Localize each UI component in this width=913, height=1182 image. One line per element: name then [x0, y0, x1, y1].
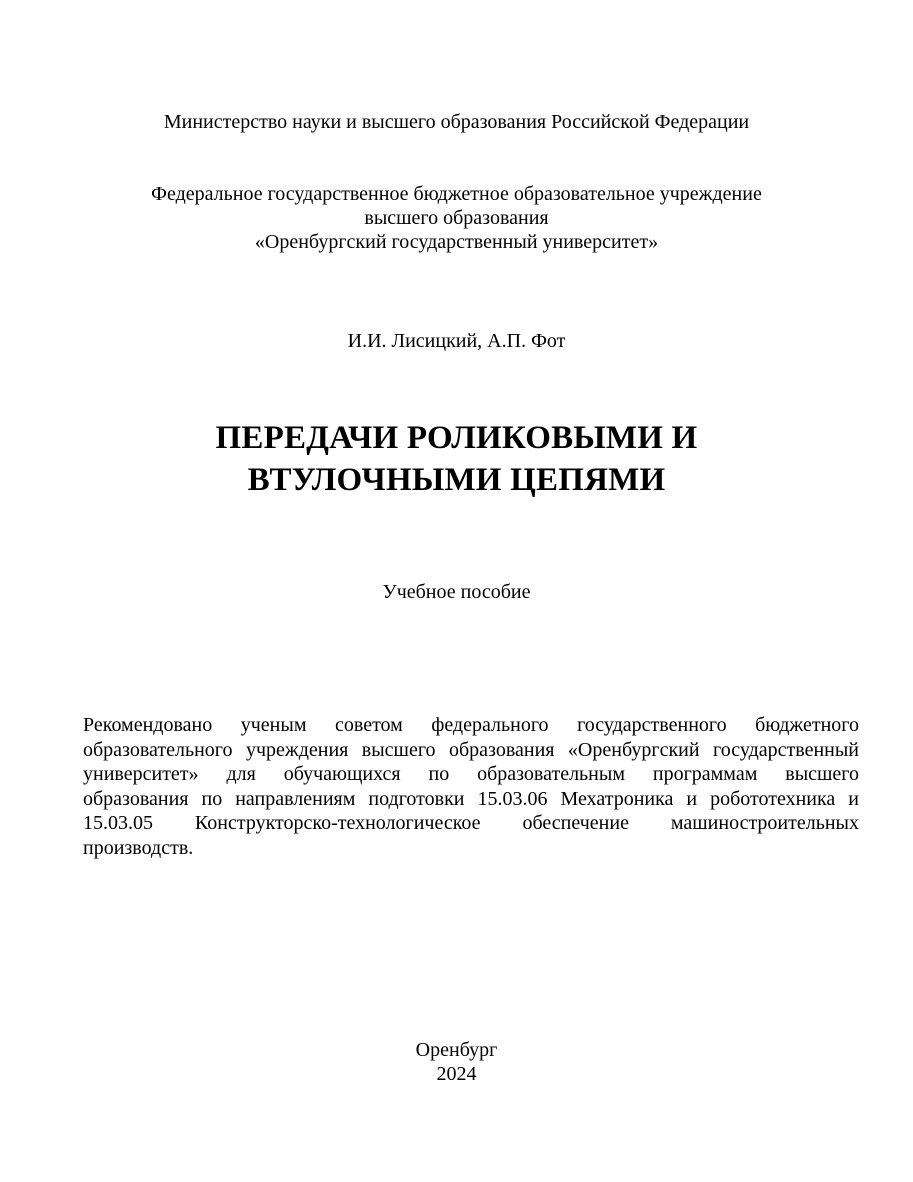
recommendation-paragraph — [83, 713, 859, 860]
recommendation-line-3: университет» для обучающихся по образовательным программам высшего — [83, 763, 859, 785]
publication-year: 2024 — [436, 1063, 477, 1085]
institution-line-2: высшего образования — [364, 207, 549, 229]
institution-line-1: Федеральное государственное бюджетное образовательное учреждение — [151, 183, 762, 205]
book-title-line-2: ВТУЛОЧНЫМИ ЦЕПЯМИ — [247, 462, 666, 498]
recommendation-line-4: образования по направлениям подготовки 15.03.06 Мехатроника и робототехника и — [83, 787, 859, 810]
recommendation-line-6: производств. — [83, 836, 194, 859]
recommendation-line-2: образовательного учреждения высшего образования «Оренбургский государственный — [83, 738, 859, 761]
authors: И.И. Лисицкий, А.П. Фот — [347, 330, 566, 352]
recommendation-line-5: 15.03.05 Конструкторско-технологическое обеспечение машиностроительных — [83, 812, 859, 834]
publication-city: Оренбург — [415, 1039, 498, 1061]
book-title-line-1: ПЕРЕДАЧИ РОЛИКОВЫМИ И — [215, 420, 698, 456]
institution-line-3: «Оренбургский государственный университет» — [254, 231, 659, 253]
recommendation-line-1: Рекомендовано ученым советом федерального государственного бюджетного — [83, 714, 859, 736]
book-subtitle: Учебное пособие — [382, 581, 531, 603]
ministry-name: Министерство науки и высшего образования Российской Федерации — [163, 111, 750, 133]
